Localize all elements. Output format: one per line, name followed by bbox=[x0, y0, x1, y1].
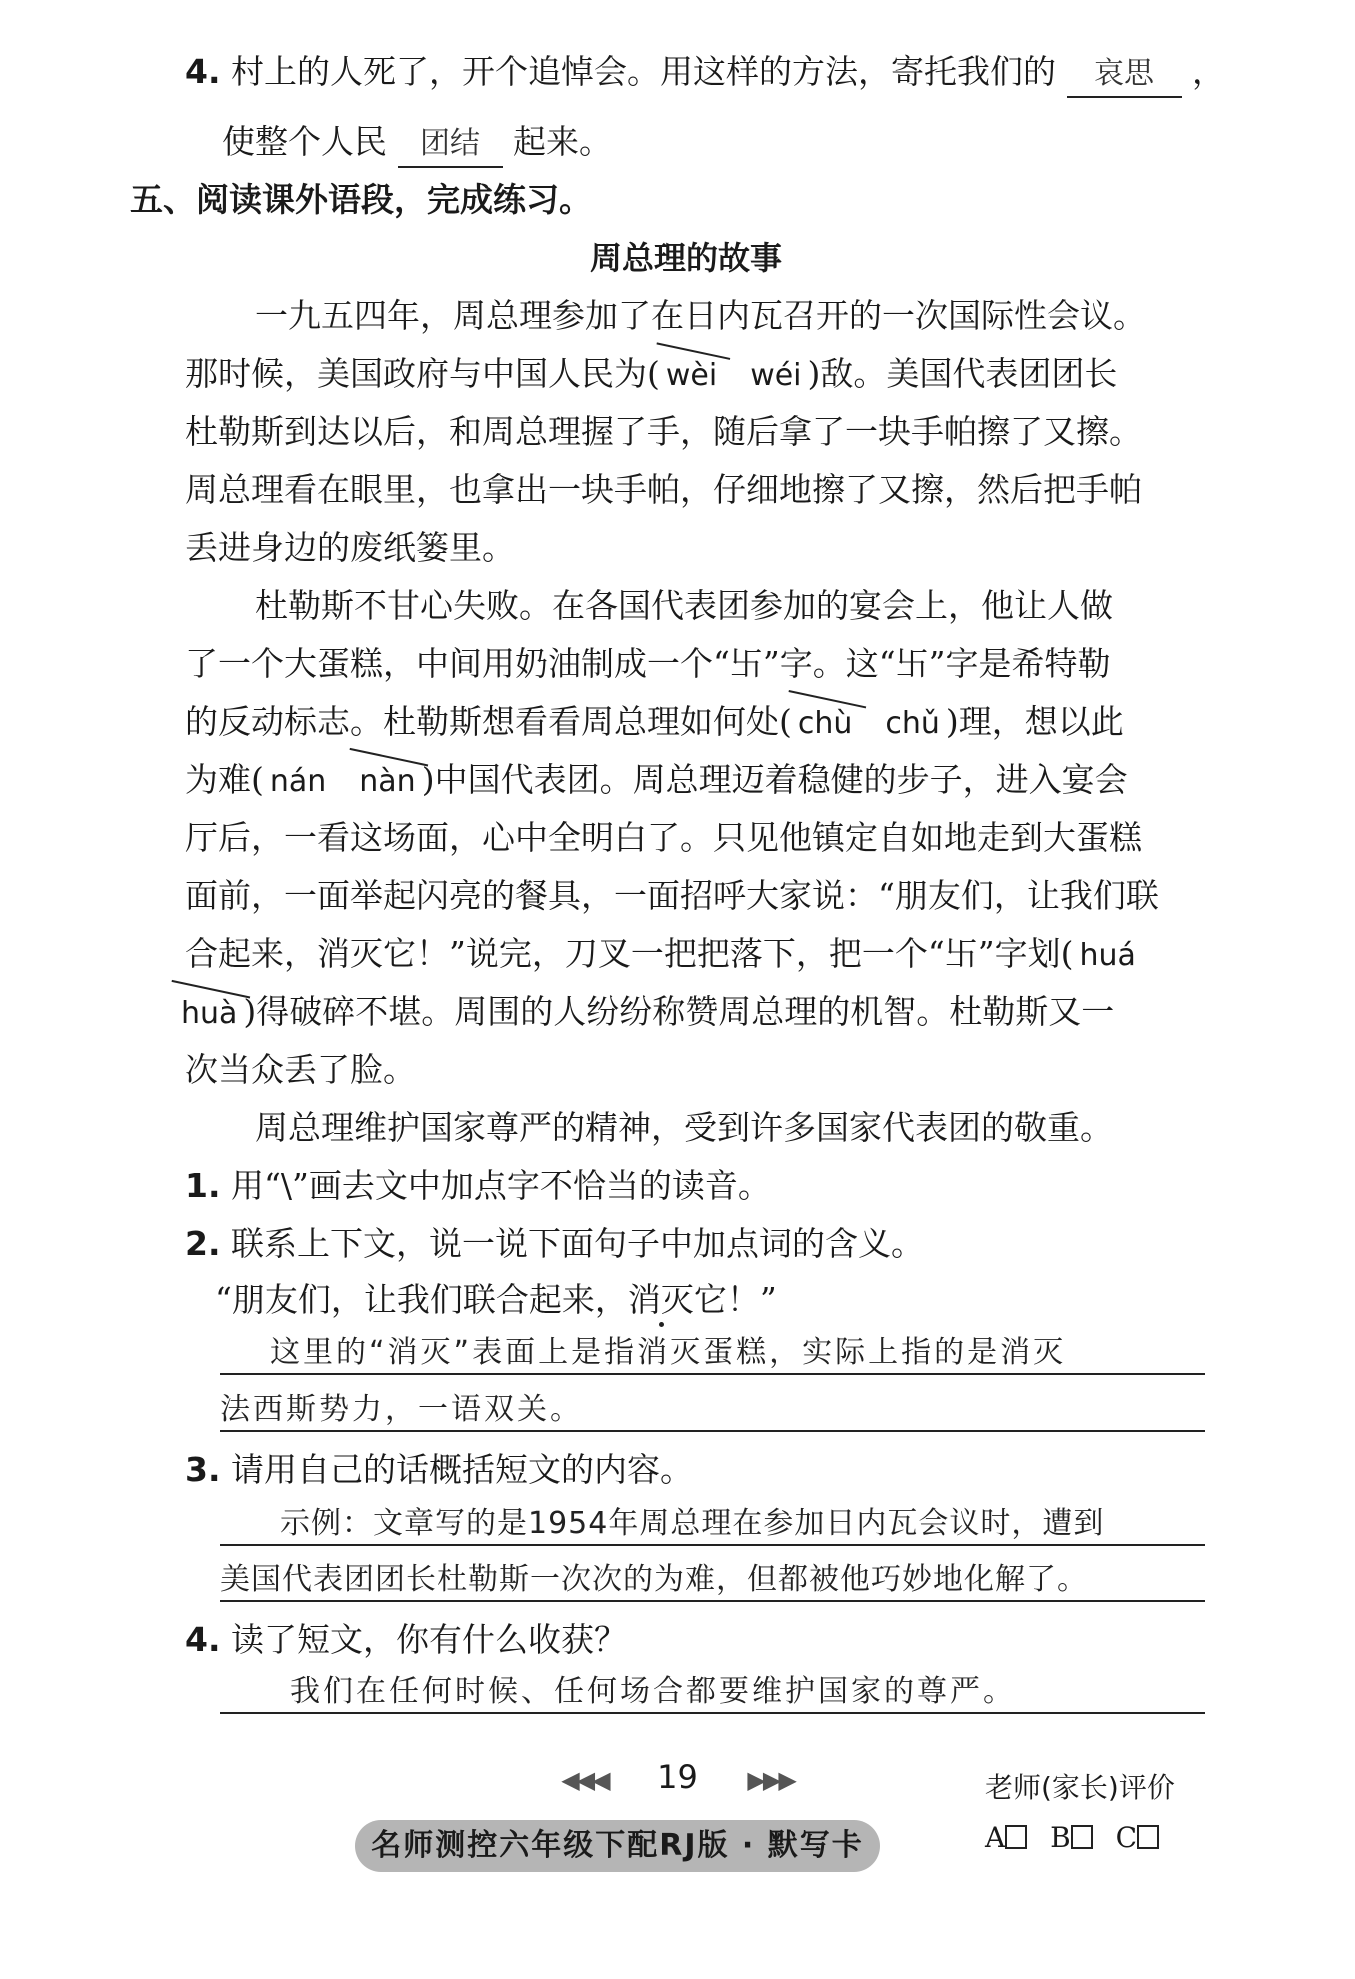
passage-p2-line8-b: )得破碎不堪。周围的人纷纷称赞周总理的机智。杜勒斯又一 bbox=[243, 992, 1115, 1031]
pinyin-nan4: nàn bbox=[353, 764, 421, 799]
passage-p1-line2-b: )敌。美国代表团团长 bbox=[807, 354, 1118, 393]
question-2-number: 2. bbox=[185, 1224, 221, 1263]
question-3-text: 请用自己的话概括短文的内容。 bbox=[231, 1450, 693, 1489]
question-1 bbox=[185, 1164, 771, 1208]
grade-c-label: C bbox=[1115, 1821, 1138, 1854]
q4-top-line2-post: 起来。 bbox=[513, 122, 612, 161]
q4-top-line1 bbox=[185, 50, 1225, 98]
passage-p3-line1: 周总理维护国家尊严的精神，受到许多国家代表团的敬重。 bbox=[255, 1108, 1113, 1147]
pinyin-wei4: wèi bbox=[660, 358, 723, 393]
nav-left-arrows-icon: ◀◀◀ bbox=[561, 1766, 608, 1794]
q3-answer-text2: 美国代表团团长杜勒斯一次次的为难，但都被他巧妙地化解了。 bbox=[220, 1562, 1088, 1597]
passage-p2-line3-a: 的反动标志。杜勒斯想看看周总理如何处( bbox=[185, 702, 792, 741]
grade-a-label: A bbox=[985, 1821, 1006, 1854]
pinyin-nan2: nán bbox=[269, 764, 327, 799]
passage-p1-line3: 杜勒斯到达以后，和周总理握了手，随后拿了一块手帕擦了又擦。 bbox=[185, 412, 1142, 451]
question-3 bbox=[185, 1448, 693, 1492]
page-number: 19 bbox=[657, 1758, 698, 1796]
question-2-quote bbox=[215, 1278, 777, 1322]
passage-p2-line7 bbox=[185, 932, 1142, 978]
q4-top-text1: 村上的人死了，开个追悼会。用这样的方法，寄托我们的 bbox=[231, 52, 1056, 91]
question-4 bbox=[185, 1618, 627, 1662]
passage-p1-line2-a: 那时候，美国政府与中国人民为( bbox=[185, 354, 660, 393]
q4-top-text2: ， bbox=[1192, 52, 1225, 91]
passage-p2-line5: 厅后，一看这场面，心中全明白了。只见他镇定自如地走到大蛋糕 bbox=[185, 818, 1142, 857]
question-2-text: 联系上下文，说一说下面句子中加点词的含义。 bbox=[231, 1224, 924, 1263]
pinyin-chu4: chù bbox=[792, 706, 859, 741]
quote-dotted-word bbox=[628, 1280, 694, 1319]
question-1-text: 用“\”画去文中加点字不恰当的读音。 bbox=[231, 1166, 771, 1205]
grade-b-label: B bbox=[1050, 1821, 1071, 1854]
grade-b-checkbox[interactable] bbox=[1071, 1825, 1093, 1849]
pinyin-hua2: huá bbox=[1079, 938, 1136, 973]
footer-book-title: 名师测控六年级下配RJ版 · 默写卡 bbox=[355, 1820, 880, 1872]
grade-options bbox=[985, 1818, 1175, 1858]
q3-answer-line2 bbox=[220, 1560, 1205, 1602]
question-3-number: 3. bbox=[185, 1450, 221, 1489]
q4-answer-line1 bbox=[220, 1672, 1205, 1714]
question-4-number: 4. bbox=[185, 1620, 221, 1659]
grade-c-checkbox[interactable] bbox=[1137, 1825, 1159, 1849]
passage-p2-line1: 杜勒斯不甘心失败。在各国代表团参加的宴会上，他让人做 bbox=[255, 586, 1113, 625]
nav-right-arrows-icon: ▶▶▶ bbox=[747, 1766, 794, 1794]
passage-p2-line4-a: 为难( bbox=[185, 760, 264, 799]
question-2 bbox=[185, 1222, 924, 1266]
passage-p1-line4: 周总理看在眼里，也拿出一块手帕，仔细地擦了又擦，然后把手帕 bbox=[185, 470, 1142, 509]
q2-answer-line2 bbox=[220, 1390, 1205, 1432]
q2-answer-text2: 法西斯势力，一语双关。 bbox=[220, 1392, 583, 1427]
question-4-text: 读了短文，你有什么收获？ bbox=[231, 1620, 627, 1659]
q3-answer-line1 bbox=[220, 1504, 1205, 1546]
passage-p1-line2 bbox=[185, 352, 1117, 398]
q2-answer-line1 bbox=[220, 1333, 1205, 1375]
q4-top-blank2: 团结 bbox=[398, 122, 503, 168]
section-title: 五、阅读课外语段，完成练习。 bbox=[130, 180, 592, 219]
passage-p2-line4 bbox=[185, 758, 1128, 804]
q4-answer-text1: 我们在任何时候、任何场合都要维护国家的尊严。 bbox=[290, 1674, 1016, 1709]
passage-p2-line2: 了一个大蛋糕，中间用奶油制成一个“卐”字。这“卐”字是希特勒 bbox=[185, 644, 1111, 683]
q3-answer-text1: 示例：文章写的是1954年周总理在参加日内瓦会议时，遭到 bbox=[280, 1506, 1105, 1541]
passage-p2-line3 bbox=[185, 700, 1124, 746]
q4-top-number: 4. bbox=[185, 52, 221, 91]
passage-p2-line6: 面前，一面举起闪亮的餐具，一面招呼大家说：“朋友们，让我们联 bbox=[185, 876, 1159, 915]
evaluation-block bbox=[985, 1768, 1175, 1858]
q4-top-line2-pre: 使整个人民 bbox=[222, 122, 387, 161]
q4-top-blank1: 哀思 bbox=[1067, 52, 1182, 98]
passage-p2-line4-b: )中国代表团。周总理迈着稳健的步子，进入宴会 bbox=[421, 760, 1128, 799]
grade-a-checkbox[interactable] bbox=[1005, 1825, 1027, 1849]
passage-p2-line8 bbox=[175, 990, 1114, 1036]
q4-top-line2 bbox=[222, 120, 612, 168]
passage-title: 周总理的故事 bbox=[590, 239, 783, 277]
passage-p2-line3-b: )理，想以此 bbox=[945, 702, 1124, 741]
q2-answer-text1: 这里的“消灭”表面上是指消灭蛋糕，实际上指的是消灭 bbox=[270, 1335, 1067, 1370]
pinyin-hua4: huà bbox=[175, 996, 243, 1031]
evaluation-label: 老师(家长)评价 bbox=[985, 1771, 1175, 1804]
passage-p1-line5: 丢进身边的废纸篓里。 bbox=[185, 528, 515, 567]
dotted-xiaomie: 消灭 bbox=[627, 1280, 694, 1319]
passage-p2-line7-a: 合起来，消灭它！”说完，刀叉一把把落下，把一个“卐”字划( bbox=[185, 934, 1074, 973]
pinyin-wei2: wéi bbox=[750, 358, 802, 393]
quote-a: “朋友们，让我们联合起来， bbox=[215, 1280, 628, 1319]
question-1-number: 1. bbox=[185, 1166, 221, 1205]
quote-b: 它！” bbox=[693, 1280, 777, 1319]
pinyin-chu3: chǔ bbox=[885, 706, 940, 741]
passage-p1-line1: 一九五四年，周总理参加了在日内瓦召开的一次国际性会议。 bbox=[255, 296, 1146, 335]
passage-p2-line9: 次当众丢了脸。 bbox=[185, 1050, 416, 1089]
